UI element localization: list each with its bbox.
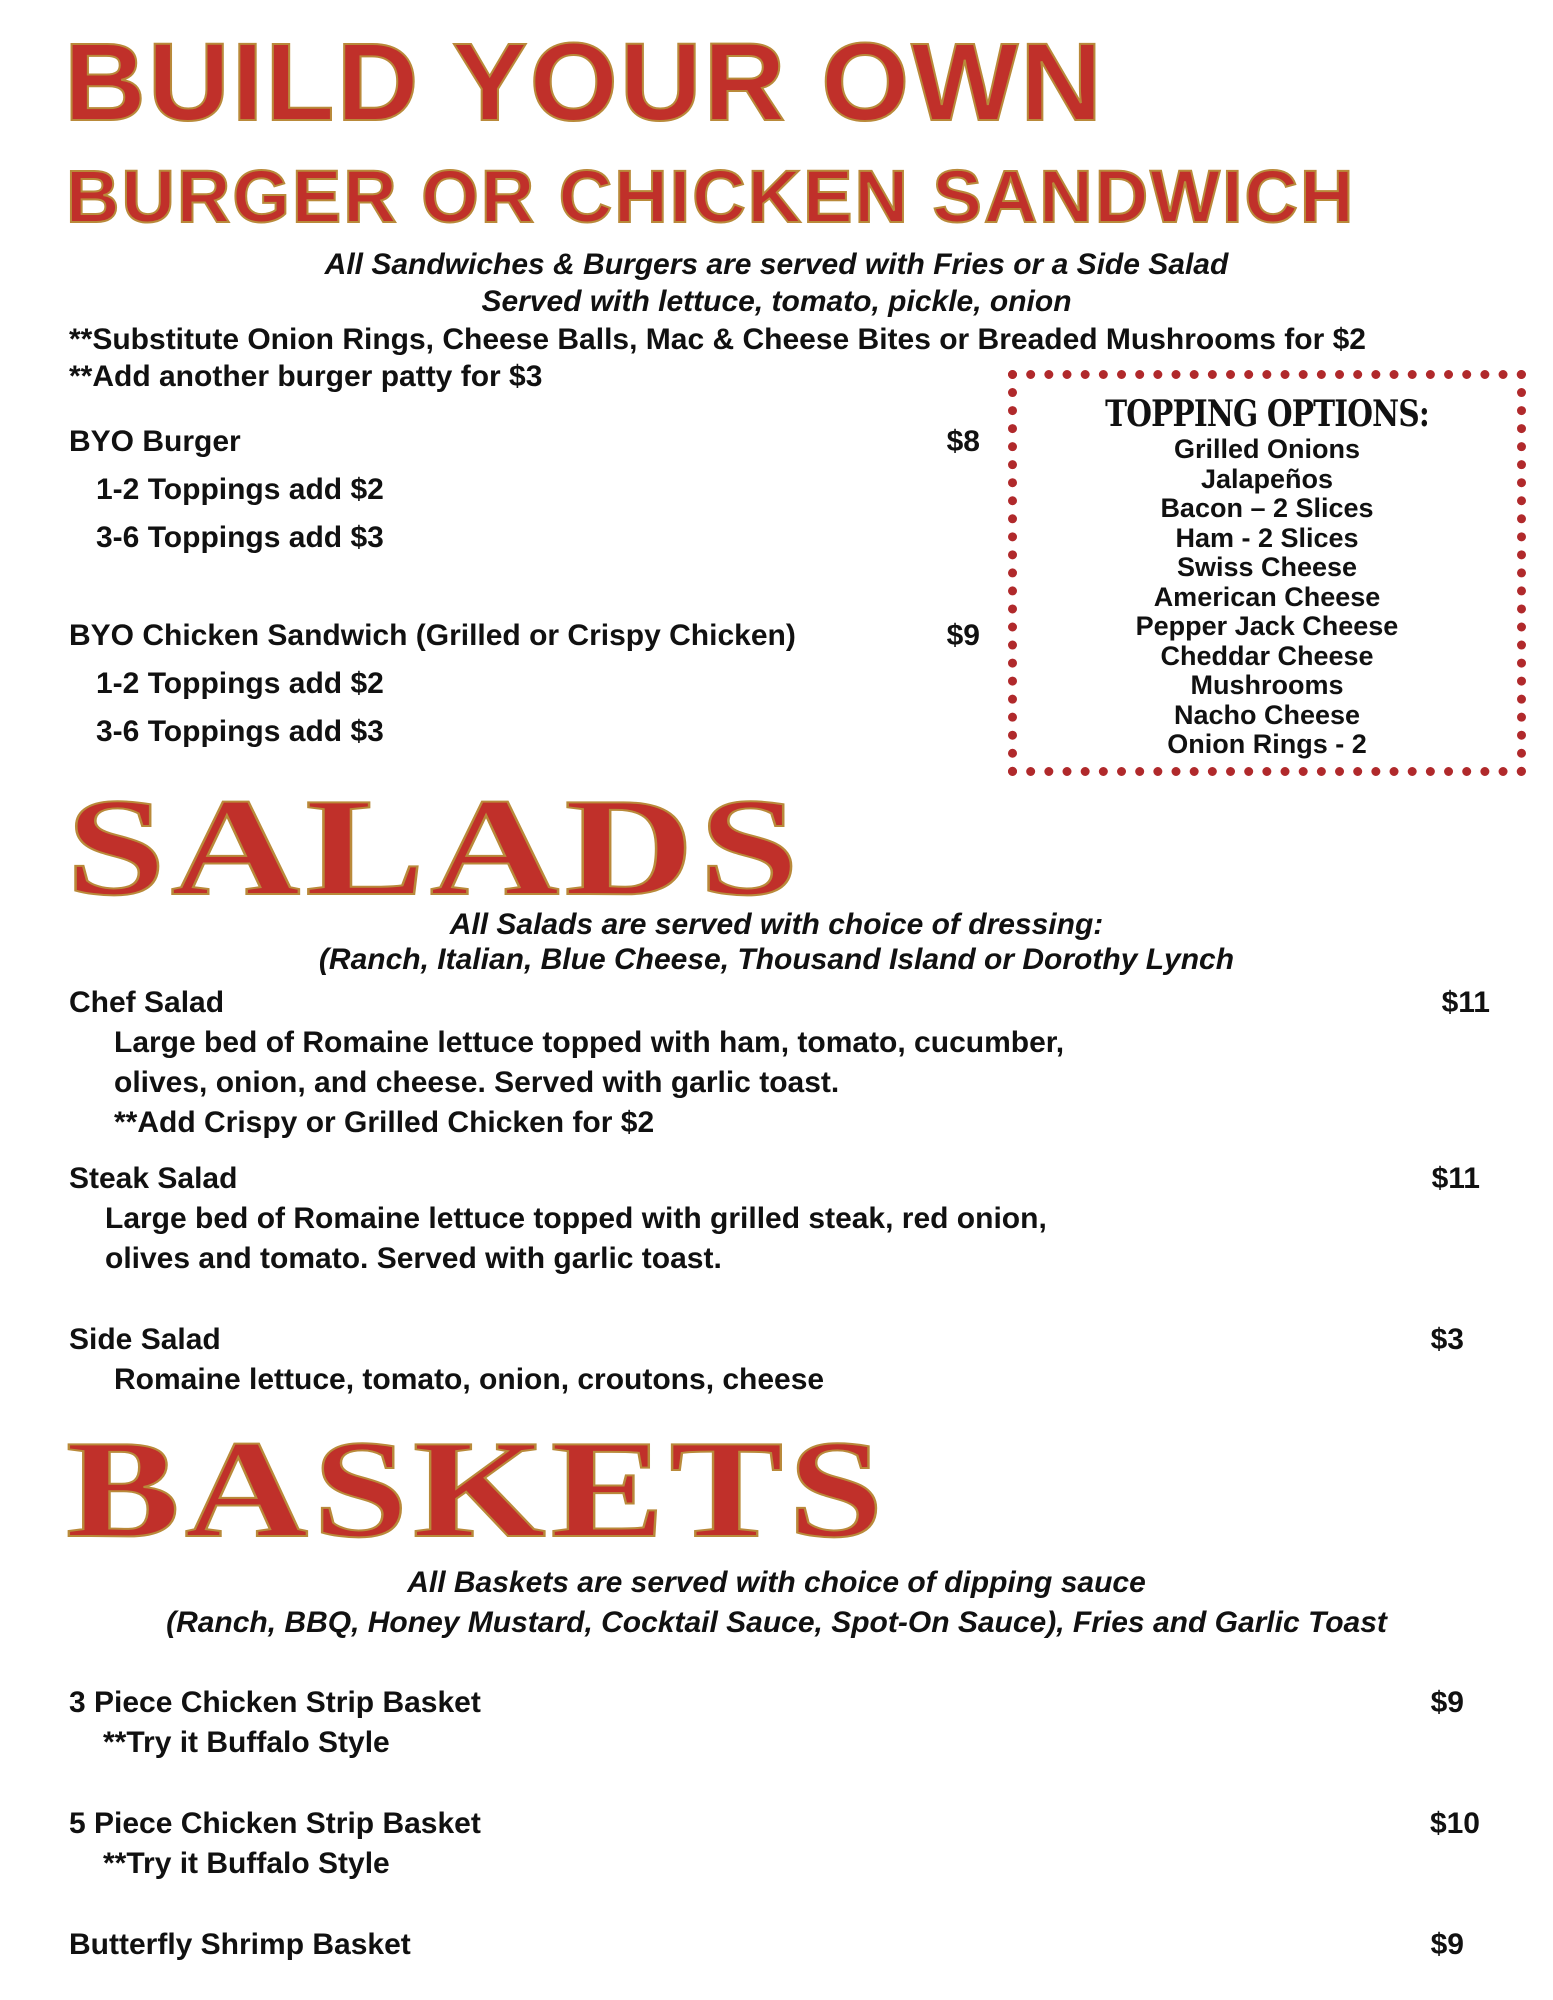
topping-item: Onion Rings - 2 bbox=[1167, 729, 1367, 759]
byo-chicken-toppings-3-6: 3-6 Toppings add $3 bbox=[96, 715, 384, 748]
topping-options-heading: TOPPING OPTIONS: bbox=[1105, 393, 1429, 435]
title-build-your-own: BUILD YOUR OWN bbox=[64, 21, 1105, 144]
topping-item: Pepper Jack Cheese bbox=[1135, 611, 1399, 641]
chef-salad-price: $11 bbox=[1441, 986, 1490, 1019]
steak-salad-name: Steak Salad bbox=[69, 1162, 238, 1195]
byo-burger-name: BYO Burger bbox=[69, 425, 241, 458]
salads-note-dressing-list: (Ranch, Italian, Blue Cheese, Thousand Island or Dorothy Lynch bbox=[318, 943, 1235, 976]
basket-3pc-price: $9 bbox=[1430, 1686, 1464, 1719]
topping-item: American Cheese bbox=[1153, 581, 1381, 612]
title-baskets: BASKETS bbox=[66, 1412, 889, 1567]
steak-salad-desc-1: Large bed of Romaine lettuce topped with grilled steak, red onion, bbox=[105, 1202, 1047, 1235]
byo-burger-price: $8 bbox=[946, 425, 980, 458]
byo-substitute-note: **Substitute Onion Rings, Cheese Balls, Mac & Cheese Bites or Breaded Mushrooms for $2 bbox=[69, 323, 1366, 356]
byo-burger-toppings-3-6: 3-6 Toppings add $3 bbox=[96, 521, 384, 554]
side-salad-name: Side Salad bbox=[69, 1323, 221, 1356]
byo-chicken-toppings-1-2: 1-2 Toppings add $2 bbox=[96, 667, 384, 700]
basket-5pc-name: 5 Piece Chicken Strip Basket bbox=[69, 1807, 481, 1840]
basket-3pc-name: 3 Piece Chicken Strip Basket bbox=[69, 1686, 481, 1719]
topping-item: Bacon – 2 Slices bbox=[1160, 493, 1374, 523]
baskets-note-sauce-list: (Ranch, BBQ, Honey Mustard, Cocktail Sauce, Spot-On Sauce), Fries and Garlic Toast bbox=[166, 1606, 1387, 1639]
topping-item: Nacho Cheese bbox=[1173, 699, 1361, 730]
byo-note-served-with: Served with lettuce, tomato, pickle, onion bbox=[481, 285, 1072, 318]
title-salads: SALADS bbox=[66, 770, 804, 925]
chef-salad-name: Chef Salad bbox=[69, 986, 225, 1019]
salads-note-dressing: All Salads are served with choice of dressing: bbox=[449, 908, 1104, 941]
topping-item: Jalapeños bbox=[1200, 463, 1334, 494]
topping-item: Cheddar Cheese bbox=[1160, 640, 1374, 671]
byo-extra-patty-note: **Add another burger patty for $3 bbox=[69, 360, 543, 393]
chef-salad-desc-1: Large bed of Romaine lettuce topped with ham, tomato, cucumber, bbox=[114, 1026, 1065, 1059]
topping-options-box bbox=[1008, 370, 1526, 776]
basket-5pc-note: **Try it Buffalo Style bbox=[103, 1847, 390, 1880]
byo-chicken-name: BYO Chicken Sandwich (Grilled or Crispy Chicken) bbox=[69, 619, 796, 652]
basket-5pc-price: $10 bbox=[1429, 1807, 1480, 1840]
side-salad-desc: Romaine lettuce, tomato, onion, croutons, cheese bbox=[114, 1363, 825, 1396]
basket-shrimp-price: $9 bbox=[1430, 1928, 1464, 1961]
topping-item: Ham - 2 Slices bbox=[1175, 522, 1359, 553]
steak-salad-price: $11 bbox=[1431, 1162, 1480, 1195]
baskets-note-sauce: All Baskets are served with choice of dipping sauce bbox=[407, 1566, 1146, 1599]
steak-salad-desc-2: olives and tomato. Served with garlic toast. bbox=[105, 1242, 722, 1275]
topping-item: Mushrooms bbox=[1190, 670, 1344, 700]
topping-options-list bbox=[1017, 435, 1517, 760]
chef-salad-desc-2: olives, onion, and cheese. Served with garlic toast. bbox=[114, 1066, 840, 1099]
topping-item: Swiss Cheese bbox=[1176, 552, 1358, 582]
topping-item: Grilled Onions bbox=[1173, 434, 1361, 464]
chef-salad-add-chicken: **Add Crispy or Grilled Chicken for $2 bbox=[114, 1106, 655, 1139]
title-burger-or-chicken: BURGER OR CHICKEN SANDWICH bbox=[66, 155, 1356, 238]
byo-note-sides: All Sandwiches & Burgers are served with Fries or a Side Salad bbox=[324, 248, 1229, 281]
basket-3pc-note: **Try it Buffalo Style bbox=[103, 1726, 390, 1759]
side-salad-price: $3 bbox=[1430, 1323, 1464, 1356]
byo-burger-toppings-1-2: 1-2 Toppings add $2 bbox=[96, 473, 384, 506]
basket-shrimp-name: Butterfly Shrimp Basket bbox=[69, 1928, 411, 1961]
byo-chicken-price: $9 bbox=[946, 619, 980, 652]
